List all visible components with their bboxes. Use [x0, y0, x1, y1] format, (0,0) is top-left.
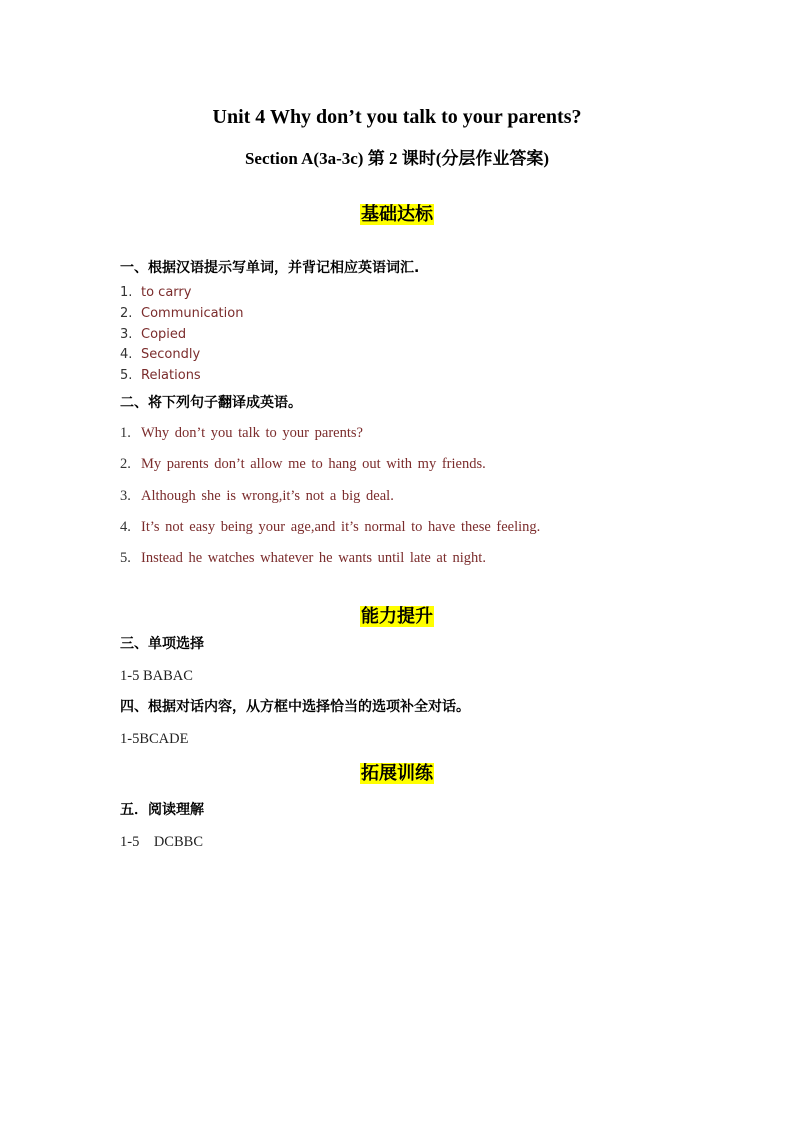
section-band-ability-label: 能力提升 [361, 606, 433, 627]
section-band-extension-label: 拓展训练 [361, 763, 433, 784]
question-5-answer: 1-5 DCBBC [120, 834, 203, 850]
list-item: 2. My parents don’t allow me to hang out with my friends. [120, 456, 486, 473]
list-item: 1. Why don’t you talk to your parents? [120, 425, 363, 441]
list-item: 4. It’s not easy being your age,and it’s normal to have these feeling. [120, 518, 541, 535]
list-item: 5. Instead he watches whatever he wants until late at night. [120, 550, 486, 567]
section-band-basic [0, 203, 794, 227]
document-subtitle: Section A(3a-3c) 第 2 课时(分层作业答案) [244, 149, 550, 168]
list-item: 5. Relations [120, 368, 201, 383]
question-5-heading: 五．阅读理解 [120, 802, 204, 818]
list-item: 3. Although she is wrong,it’s not a big deal. [120, 487, 394, 504]
question-1-heading: 一、根据汉语提示写单词，并背记相应英语词汇. [120, 260, 420, 276]
list-item: 2. Communication [120, 305, 244, 321]
question-4-answer: 1-5BCADE [120, 731, 189, 747]
section-band-extension [0, 762, 794, 786]
vocab-answer-list [120, 283, 243, 387]
translation-answer-list [120, 418, 540, 574]
section-band-ability [0, 605, 794, 629]
question-4-heading: 四、根据对话内容，从方框中选择恰当的选项补全对话。 [120, 699, 470, 715]
list-item: 1. to carry [120, 285, 192, 300]
document-title: Unit 4 Why don’t you talk to your parents? [212, 106, 582, 128]
question-3-heading: 三、单项选择 [120, 636, 204, 652]
list-item: 3. Copied [120, 326, 187, 342]
question-3-answer: 1-5 BABAC [120, 668, 193, 684]
list-item: 4. Secondly [120, 347, 201, 363]
question-2-heading: 二、将下列句子翻译成英语。 [120, 395, 302, 411]
section-band-basic-label: 基础达标 [361, 204, 433, 225]
